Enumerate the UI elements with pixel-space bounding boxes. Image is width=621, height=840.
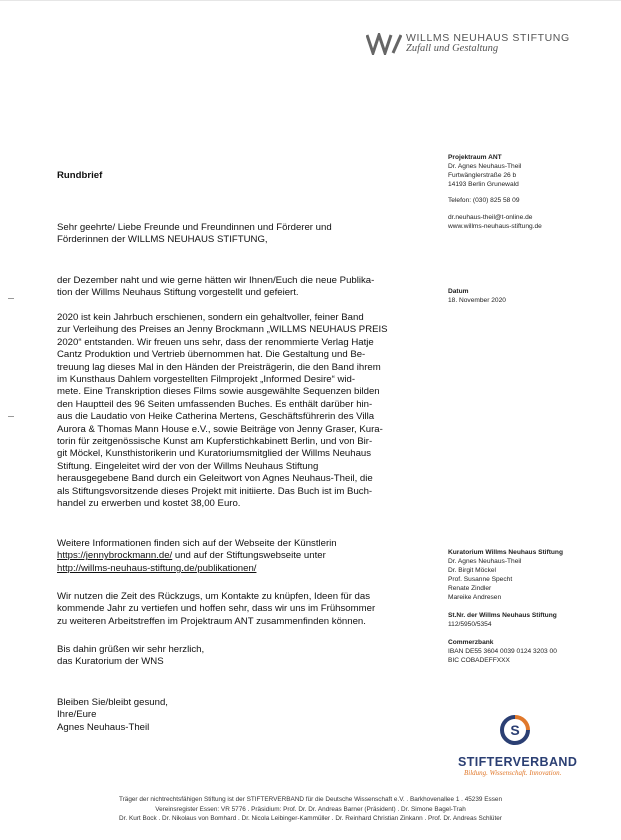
address-phone: Telefon: (030) 825 58 09: [448, 197, 520, 204]
text-line: Wir nutzen die Zeit des Rückzugs, um Kontakte zu knüpfen, Ideen für das: [57, 591, 371, 602]
text-line: der Dezember naht und wie gerne hätten wir Ihnen/Euch die neue Publika-: [57, 275, 375, 286]
address-street: Furtwänglerstraße 26 b: [448, 172, 517, 179]
stifterverband-name: STIFTERVERBAND: [458, 755, 578, 769]
wns-logo-icon: [366, 33, 402, 55]
text-line: [57, 563, 429, 575]
kuratorium-member: Prof. Susanne Specht: [448, 576, 513, 583]
contact-links: [448, 213, 542, 231]
artist-website-link[interactable]: https://jennybrockmann.de/: [57, 550, 173, 562]
text-line: Bis dahin grüßen wir sehr herzlich,: [57, 644, 205, 655]
kuratorium-member: Dr. Agnes Neuhaus-Theil: [448, 558, 522, 565]
stifterverband-mark-letter: S: [510, 722, 520, 738]
date-label: Datum: [448, 288, 469, 295]
text-line: [57, 550, 429, 562]
text-line: tion der Willms Neuhaus Stiftung vorgestellt und gefeiert.: [57, 287, 299, 299]
stifterverband-logo-icon: [499, 714, 531, 746]
address-title: Projektraum ANT: [448, 154, 502, 161]
text-line: mete. Eine Transkription dieses Films sowie ausgewählte Sequenzen bilden: [57, 386, 380, 398]
text-line: 2020 ist kein Jahrbuch erschienen, sondern ein gehaltvoller, feiner Band: [57, 312, 364, 323]
org-name: WILLMS NEUHAUS STIFTUNG: [406, 32, 570, 44]
signoff-block: [57, 697, 429, 734]
bank-iban: IBAN DE55 3604 0039 0124 3203 00: [448, 648, 557, 655]
bank-title: Commerzbank: [448, 639, 494, 646]
kuratorium-title: Kuratorium Willms Neuhaus Stiftung: [448, 549, 563, 556]
closing-paragraph: [57, 644, 429, 669]
kuratorium-member: Renate Zindler: [448, 585, 492, 592]
footer: [0, 795, 621, 824]
text-line: 2020“ entstanden. Wir freuen uns sehr, dass der renommierte Verlag Hatje: [57, 336, 374, 348]
tax-number: 112/5950/5354: [448, 621, 492, 628]
fold-mark: [8, 416, 14, 417]
tax-block: [448, 611, 557, 629]
text-line: treuung lag dieses Mal in den Händen der Preisträgerin, die den Band ihrem: [57, 361, 381, 373]
text-line: Ihre/Eure: [57, 709, 97, 721]
intro-paragraph: [57, 275, 429, 300]
foundation-publications-link[interactable]: http://willms-neuhaus-stiftung.de/publikationen/: [57, 562, 257, 574]
stifterverband-tagline: Bildung. Wissenschaft. Innovation.: [464, 769, 562, 777]
kuratorium-member: Dr. Birgit Möckel: [448, 567, 496, 574]
info-paragraph: [57, 538, 429, 575]
outlook-paragraph: [57, 591, 429, 628]
top-rule: [0, 0, 621, 1]
text-line: aus die Laudatio von Heike Catherina Mertens, Geschäftsführerin des Villa: [57, 411, 375, 423]
address-city: 14193 Berlin Grunewald: [448, 181, 519, 188]
text-line: im Kunsthaus Dahlem vorgestellten Filmprojekt „Informed Desire“ wid-: [57, 374, 356, 386]
text-line: das Kuratorium der WNS: [57, 656, 164, 668]
email-link[interactable]: dr.neuhaus-theil@t-online.de: [448, 214, 533, 221]
text-line: git Möckel, Kunsthistorikerin und Kuratoriumsmitglied der Willms Neuhaus: [57, 448, 372, 460]
text-line: zur Verleihung des Preises an Jenny Brockmann „WILLMS NEUHAUS PREIS: [57, 324, 388, 336]
signature-name: Agnes Neuhaus-Theil: [57, 721, 150, 733]
text-line: Aurora & Thomas Mann House e.V., sowie Beiträge von Jenny Graser, Kura-: [57, 423, 383, 435]
date-value: 18. November 2020: [448, 297, 506, 304]
bank-block: [448, 638, 557, 665]
text-line: handel zu erwerben und kostet 38,00 Euro.: [57, 498, 241, 510]
date-block: [448, 287, 506, 305]
text-line: als Stiftungsvorsitzende dieses Projekt mit initiierte. Das Buch ist im Buch-: [57, 485, 373, 497]
text-line: kommende Jahr zu vertiefen und hoffen sehr, dass wir uns im Frühsommer: [57, 603, 376, 615]
footer-line: Träger der nichtrechtsfähigen Stiftung ist der STIFTERVERBAND für die Deutsche Wissenschaft e.V. . Barkhovenallee 1 . 45239 Essen: [118, 796, 503, 803]
address-name: Dr. Agnes Neuhaus-Theil: [448, 163, 522, 170]
address-block: [448, 153, 521, 189]
greeting-line: Sehr geehrte/ Liebe Freunde und Freundinnen und Förderer und: [57, 222, 332, 233]
text-line: torin für zeitgenössische Kunst am Kupferstichkabinett Berlin, und von Bir-: [57, 436, 373, 448]
text-line: zu weiteren Arbeitstreffen im Projektraum ANT zusammenfinden können.: [57, 615, 366, 627]
text-line: Stiftung. Eingeleitet wird der von der Willms Neuhaus Stiftung: [57, 460, 319, 472]
greeting-line: Förderinnen der WILLMS NEUHAUS STIFTUNG,: [57, 234, 268, 246]
text-line: Bleiben Sie/bleibt gesund,: [57, 697, 168, 708]
text-line: den Hauptteil des 96 Seiten umfassenden Buches. Es enthält darüber hin-: [57, 398, 373, 410]
tax-title: St.Nr. der Willms Neuhaus Stiftung: [448, 612, 557, 619]
bank-bic: BIC COBADEFFXXX: [448, 657, 510, 664]
footer-line: Vereinsregister Essen: VR 5776 . Präsidium: Prof. Dr. Dr. Andreas Barner (Präsident) . Dr. Simone Bagel-Trah: [155, 805, 466, 813]
main-paragraph: [57, 312, 429, 511]
info-connector: und auf der Stiftungswebseite unter: [172, 550, 326, 562]
text-line: Weitere Informationen finden sich auf der Webseite der Künstlerin: [57, 538, 337, 549]
website-link[interactable]: www.willms-neuhaus-stiftung.de: [448, 223, 542, 230]
org-tagline: Zufall und Gestaltung: [406, 43, 499, 54]
footer-line: Dr. Kurt Bock . Dr. Nikolaus von Bomhard . Dr. Nicola Leibinger-Kammüller . Dr. Reinhard Christian Zinkann . Prof. Dr. Andreas Schlüter: [119, 815, 502, 822]
fold-mark: [8, 298, 14, 299]
text-line: Cantz Produktion und Vertrieb übernommen hat. Die Gestaltung und Be-: [57, 349, 366, 361]
text-line: herausgegebene Band durch ein Geleitwort von Agnes Neuhaus-Theil, die: [57, 473, 373, 485]
kuratorium-member: Mareike Andresen: [448, 594, 502, 601]
kuratorium-block: [448, 548, 563, 602]
letter-subject: Rundbrief: [57, 170, 103, 181]
greeting: [57, 222, 429, 247]
